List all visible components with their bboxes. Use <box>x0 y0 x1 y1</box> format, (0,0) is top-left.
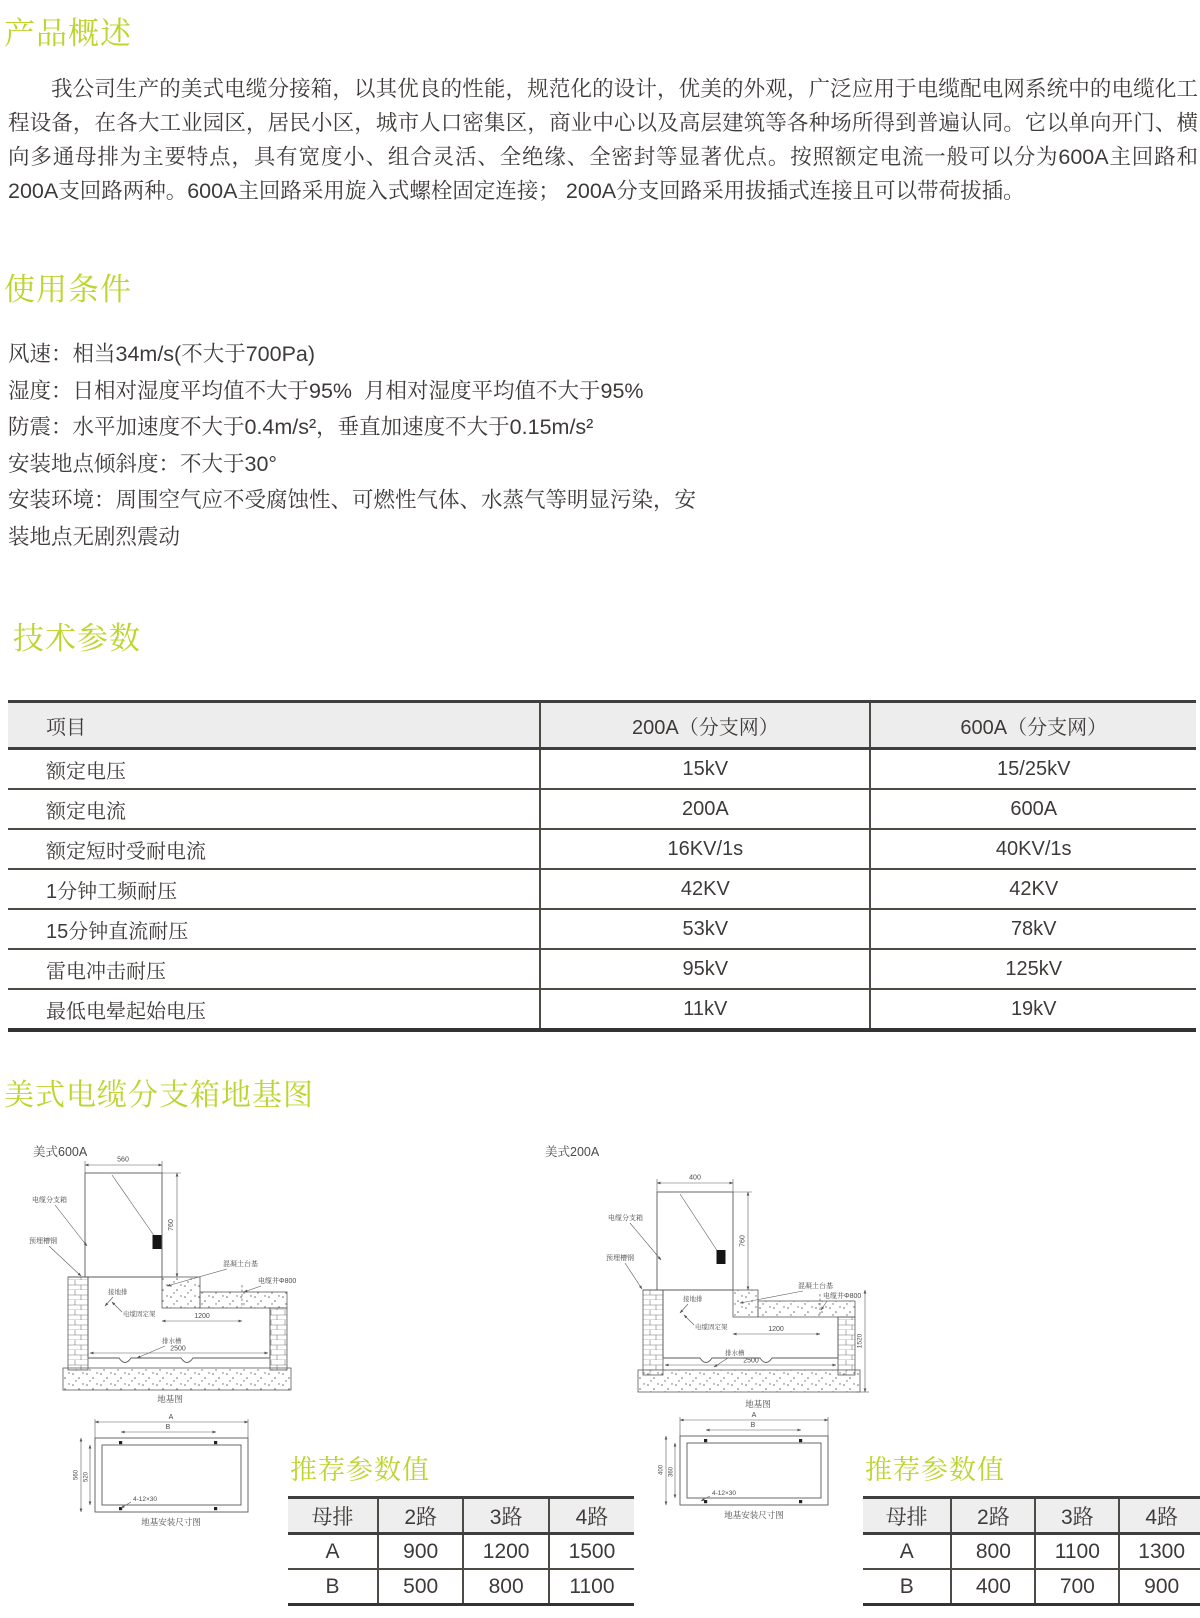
table-cell: 95kV <box>540 949 870 989</box>
table-cell: 15/25kV <box>870 749 1196 790</box>
recommended-values-table-600a <box>288 1496 634 1606</box>
table-row <box>8 909 1196 949</box>
table-cell: 16KV/1s <box>540 829 870 869</box>
table-cell: 700 <box>1035 1569 1119 1605</box>
diagram-title: 美式200A <box>545 1145 600 1159</box>
dim-plan-outer: 560 <box>73 1469 80 1481</box>
dim-base-width: 2500 <box>743 1357 759 1365</box>
table-row <box>8 749 1196 790</box>
heading-recommended-values-right: 推荐参数值 <box>865 1455 1005 1485</box>
table-cell: 雷电冲击耐压 <box>8 949 540 989</box>
dim-plan-inner: 360 <box>668 1466 675 1478</box>
dim-plan-outer: 400 <box>658 1464 665 1476</box>
section-heading-tech-parameters: 技术参数 <box>13 621 141 656</box>
left-wall <box>643 1290 663 1375</box>
condition-environment: 安装环境：周围空气应不受腐蚀性、可燃性气体、水蒸气等明显污染，安 <box>8 488 697 512</box>
product-overview-paragraph: 我公司生产的美式电缆分接箱，以其优良的性能，规范化的设计，优美的外观，广泛应用于电缆配电网系统中的电缆化工程设备，在各大工业园区，居民小区，城市人口密集区，商业中心以及高层建筑等各种场所得到普遍认同。它以单向开门、横向多通母排为主要特点，具有宽度小、组合灵活、全绝缘、全密封等显著优点。按照额定电流一般可以分为600A主回路和200A支回路两种。600A主回路采用旋入式螺栓固定连接； 200A分支回路采用拔插式连接且可以带荷拔插。 <box>8 77 1198 203</box>
plan-inner <box>687 1443 821 1498</box>
condition-vibration: 防震：水平加速度不大于0.4m/s²，垂直加速度不大于0.15m/s² <box>8 415 594 439</box>
table-row <box>288 1534 634 1570</box>
section-caption: 地基图 <box>157 1394 183 1404</box>
cabinet-handle <box>153 1235 162 1249</box>
table-row <box>288 1569 634 1605</box>
table-row <box>8 869 1196 909</box>
table-cell: 1分钟工频耐压 <box>8 869 540 909</box>
table-header-row <box>8 702 1196 749</box>
table-cell: 1200 <box>463 1534 548 1570</box>
cabinet-outline <box>85 1173 162 1277</box>
tech-parameters-table <box>8 700 1196 1032</box>
concrete-ledge <box>758 1301 855 1317</box>
section-heading-foundation-diagram: 美式电缆分支箱地基图 <box>4 1079 314 1112</box>
concrete-ledge <box>200 1292 287 1308</box>
column-header: 600A（分支网） <box>870 702 1196 749</box>
section-heading-usage-conditions: 使用条件 <box>4 272 132 307</box>
dim-overall-height: 1520 <box>856 1333 864 1349</box>
heading-recommended-values-left: 推荐参数值 <box>290 1455 430 1485</box>
table-cell: 500 <box>378 1569 463 1605</box>
left-wall <box>68 1277 88 1370</box>
dim-plan-b: B <box>750 1422 756 1429</box>
table-cell: 1100 <box>1035 1534 1119 1570</box>
foundation-diagram-200a <box>520 1140 890 1530</box>
dim-base-width: 2500 <box>170 1345 186 1353</box>
label-concrete-base: 混凝土台基 <box>223 1261 258 1268</box>
column-header: 4路 <box>1119 1498 1200 1534</box>
floor-with-drains <box>88 1358 270 1363</box>
section-heading-product-overview: 产品概述 <box>4 16 132 51</box>
table-cell: 400 <box>951 1569 1035 1605</box>
table-cell: 1100 <box>549 1569 634 1605</box>
table-row <box>8 829 1196 869</box>
label-concrete-base: 混凝土台基 <box>798 1283 833 1290</box>
plan-view-600a <box>74 1414 249 1527</box>
table-cell: 额定电压 <box>8 749 540 790</box>
label-cable-branch-box: 电缆分支箱 <box>32 1197 67 1204</box>
dim-box-width: 400 <box>689 1174 701 1182</box>
dim-plan-a: A <box>168 1414 174 1421</box>
table-cell: 1300 <box>1119 1534 1200 1570</box>
dim-box-width: 560 <box>117 1156 129 1164</box>
dim-box-height: 760 <box>168 1219 175 1231</box>
table-cell: 最低电晕起始电压 <box>46 1000 206 1023</box>
column-header: 项目 <box>8 702 540 749</box>
table-cell: 额定电流 <box>8 789 540 829</box>
table-cell: B <box>899 1574 914 1598</box>
table-cell: A <box>288 1534 378 1570</box>
label-cable-branch-box: 电缆分支箱 <box>608 1215 643 1222</box>
table-row <box>863 1569 1200 1605</box>
table-cell: A <box>863 1534 951 1570</box>
plan-outer <box>680 1436 828 1505</box>
label-bolts: 4-12×30 <box>712 1490 737 1497</box>
label-embedded-channel: 预埋槽钢 <box>606 1255 634 1262</box>
table-cell: 1500 <box>549 1534 634 1570</box>
table-cell: 42KV <box>540 869 870 909</box>
label-drain: 排水槽 <box>725 1350 745 1357</box>
plan-outer <box>95 1438 248 1512</box>
concrete-step <box>733 1290 758 1317</box>
column-header: 2路 <box>951 1498 1035 1534</box>
cabinet-handle <box>717 1250 726 1264</box>
condition-environment-cont: 装地点无剧烈震动 <box>8 524 181 549</box>
table-row <box>8 789 1196 829</box>
table-cell: 200A <box>540 789 870 829</box>
column-header: 母排 <box>288 1498 378 1534</box>
label-drain: 排水槽 <box>162 1338 182 1345</box>
table-cell: 15kV <box>540 749 870 790</box>
dim-box-height: 760 <box>739 1235 747 1247</box>
table-cell: 11kV <box>540 989 870 1030</box>
plan-view-200a <box>659 1412 829 1520</box>
plan-caption: 地基安装尺寸图 <box>141 1517 201 1527</box>
column-header: 200A（分支网） <box>540 702 870 749</box>
column-header: 母排 <box>863 1498 951 1534</box>
table-cell: 900 <box>1119 1569 1200 1605</box>
right-wall <box>838 1317 855 1375</box>
label-ground-bar: 接地排 <box>108 1289 128 1296</box>
table-cell: 800 <box>951 1534 1035 1570</box>
right-wall <box>270 1308 287 1370</box>
table-cell: 42KV <box>870 869 1196 909</box>
diagram-title: 美式600A <box>33 1145 88 1159</box>
table-row <box>8 949 1196 989</box>
usage-conditions-list <box>8 336 1108 555</box>
condition-tilt: 安装地点倾斜度：不大于30° <box>8 451 278 476</box>
dim-plan-inner: 520 <box>83 1471 90 1483</box>
table-cell: 额定短时受耐电流 <box>8 829 540 869</box>
label-cable-fixer: 电缆固定架 <box>123 1311 156 1318</box>
table-header-row <box>863 1498 1200 1534</box>
dim-plan-a: A <box>751 1412 757 1419</box>
table-cell: 19kV <box>870 989 1196 1030</box>
condition-humidity: 湿度：日相对湿度平均值不大于95% 月相对湿度平均值不大于95% <box>8 378 644 403</box>
label-cable-fixer: 电缆固定架 <box>695 1324 728 1331</box>
section-view-200a <box>606 1175 869 1410</box>
column-header: 4路 <box>549 1498 634 1534</box>
dim-plan-b: B <box>165 1424 171 1431</box>
table-cell: 15分钟直流耐压 <box>8 909 540 949</box>
table-cell: 125kV <box>870 949 1196 989</box>
recommended-values-table-200a <box>863 1496 1200 1606</box>
table-cell: 53kV <box>540 909 870 949</box>
concrete-step <box>162 1277 200 1308</box>
base-slab <box>63 1368 291 1390</box>
label-bolts: 4-12×30 <box>133 1496 158 1503</box>
foundation-diagram-600a <box>15 1140 325 1540</box>
base-slab <box>638 1370 860 1392</box>
table-cell: B <box>325 1574 340 1598</box>
column-header: 3路 <box>1035 1498 1119 1534</box>
label-cable-well: 电缆井Φ800 <box>258 1278 297 1285</box>
table-header-row <box>288 1498 634 1534</box>
condition-wind-speed: 风速：相当34m/s(不大于700Pa) <box>8 342 316 366</box>
table-cell: 78kV <box>870 909 1196 949</box>
table-cell: 600A <box>870 789 1196 829</box>
section-caption: 地基图 <box>745 1399 771 1409</box>
table-cell: 900 <box>378 1534 463 1570</box>
table-cell: 800 <box>463 1569 548 1605</box>
plan-inner <box>102 1445 241 1505</box>
plan-caption: 地基安装尺寸图 <box>724 1510 784 1520</box>
label-cable-well: 电缆井Φ800 <box>823 1293 862 1300</box>
column-header: 3路 <box>463 1498 548 1534</box>
dim-platform: 1200 <box>194 1313 210 1320</box>
label-ground-bar: 接地排 <box>683 1296 703 1303</box>
table-row <box>863 1534 1200 1570</box>
table-cell: 40KV/1s <box>870 829 1196 869</box>
section-view-600a <box>29 1157 296 1405</box>
table-row <box>8 989 1196 1030</box>
dim-platform: 1200 <box>768 1326 784 1333</box>
cabinet-outline <box>657 1192 733 1290</box>
column-header: 2路 <box>378 1498 463 1534</box>
label-embedded-channel: 预埋槽钢 <box>29 1238 57 1245</box>
